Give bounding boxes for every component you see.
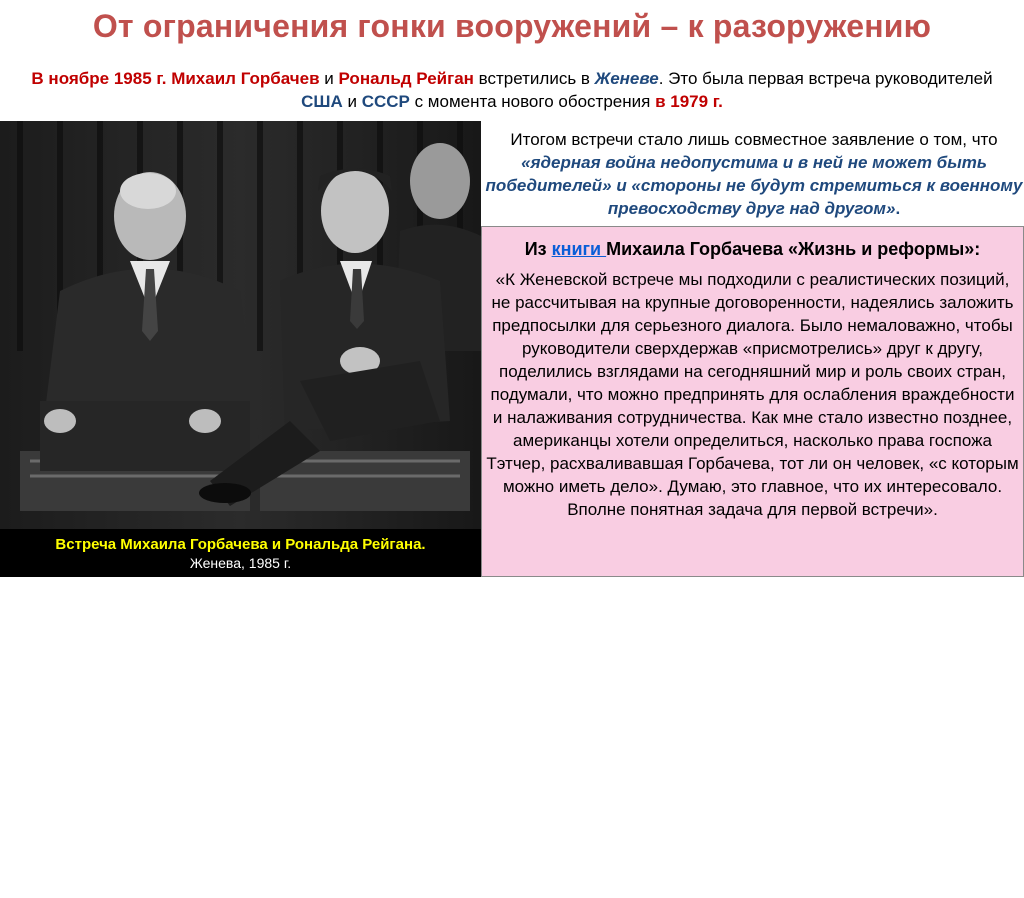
intro-reagan: Рональд Рейган xyxy=(338,69,474,88)
intro-and-1: и xyxy=(319,69,339,88)
photo-caption xyxy=(0,529,481,577)
book-excerpt-quote: «К Женевской встрече мы подходили с реалистических позиций, не рассчитывая на крупные договоренности, надеялись заложить предпосылки для серьезного диалога. Было немаловажно, чтобы руководители сверхдержав «присмотрелись» друг к другу, поделились взглядами на сегодняшний мир и роль своих стран, подумали, что можно предпринять для ослабления враждебности и налаживания сотрудничества. Как мне стало известно позднее, американцы хотели определиться, насколько права госпожа Тэтчер, расхваливавшая Горбачева, тот ли он человек, «с которым можно иметь дело». Думаю, это главное, что их интересовало. Вполне понятная задача для первой встречи». xyxy=(486,270,1019,519)
book-title-prefix: Из xyxy=(524,239,552,259)
meeting-photo xyxy=(0,121,481,577)
intro-geneva: Женеве xyxy=(594,69,659,88)
book-link[interactable]: книги xyxy=(551,239,607,259)
photo-caption-place-date: Женева, 1985 г. xyxy=(189,555,292,571)
intro-ussr: СССР xyxy=(361,92,410,111)
page-title: От ограничения гонки вооружений – к разоружению xyxy=(92,8,932,44)
meeting-result-text xyxy=(484,128,1024,220)
joint-statement-quote: «ядерная война недопустима и в ней не может быть победителей» и «стороны не будут стремиться к военному превосходству друг над другом» xyxy=(485,153,1023,218)
intro-paragraph xyxy=(20,67,1004,113)
intro-and-2: и xyxy=(342,92,362,111)
photo-caption-title: Встреча Михаила Горбачева и Рональда Рейгана. xyxy=(55,536,426,553)
intro-met-in: встретились в xyxy=(473,69,595,88)
intro-first-meeting: . Это была первая встреча руководителей xyxy=(658,69,993,88)
intro-since: с момента нового обострения xyxy=(409,92,656,111)
book-excerpt-box xyxy=(481,226,1024,577)
meeting-photo-illustration xyxy=(0,121,481,529)
meeting-result-lead: Итогом встречи стало лишь совместное заявление о том, что xyxy=(510,130,998,149)
book-excerpt-title xyxy=(482,238,1023,261)
intro-usa: США xyxy=(301,92,343,111)
intro-date-gorbachev: В ноябре 1985 г. Михаил Горбачев xyxy=(31,69,320,88)
book-title-rest: Михаила Горбачева «Жизнь и реформы»: xyxy=(606,239,981,259)
meeting-result-end: . xyxy=(895,199,901,218)
intro-year-1979: в 1979 г. xyxy=(655,92,723,111)
